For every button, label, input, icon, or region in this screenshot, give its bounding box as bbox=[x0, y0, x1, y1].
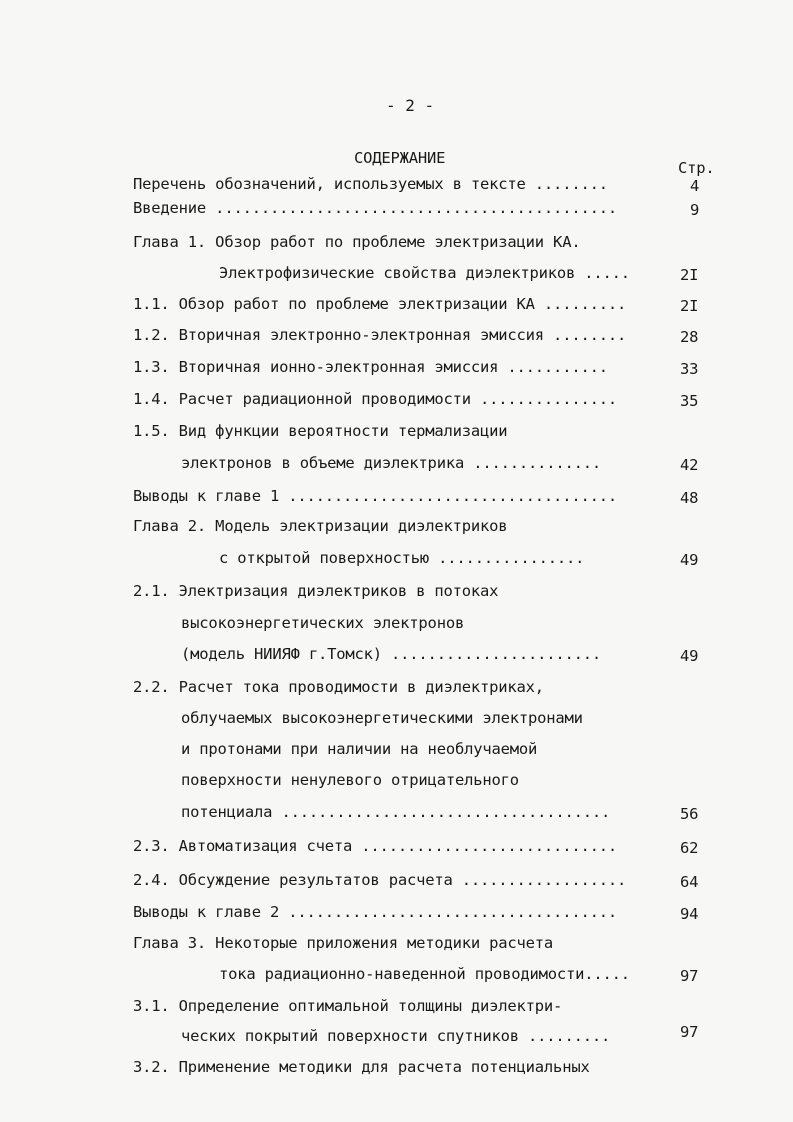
toc-entry-page: 94 bbox=[680, 905, 699, 923]
toc-entry-text: Выводы к главе 1 .................................... bbox=[133, 487, 617, 505]
toc-entry-text: электронов в объеме диэлектрика .............. bbox=[181, 454, 602, 472]
toc-entry-text: Электрофизические свойства диэлектриков ..... bbox=[219, 264, 630, 282]
toc-entry-text: с открытой поверхностью ................ bbox=[219, 549, 585, 567]
toc-entry-text: 1.5. Вид функции вероятности термализации bbox=[133, 422, 508, 440]
toc-entry-page: 49 bbox=[680, 647, 699, 665]
toc-entry-page: 2I bbox=[680, 297, 699, 315]
toc-entry-text: Глава 2. Модель электризации диэлектриков bbox=[133, 517, 508, 535]
toc-entry-page: 35 bbox=[680, 392, 699, 410]
toc-entry-text: ческих покрытий поверхности спутников ......... bbox=[181, 1027, 611, 1045]
toc-entry-page: 42 bbox=[680, 456, 699, 474]
toc-entry-page: 64 bbox=[680, 873, 699, 891]
toc-title: СОДЕРЖАНИЕ bbox=[354, 149, 446, 167]
toc-entry-text: 1.2. Вторичная электронно-электронная эмиссия ........ bbox=[133, 326, 627, 344]
toc-entry-page: 33 bbox=[680, 360, 699, 378]
toc-entry-page: 4 bbox=[690, 177, 700, 195]
toc-entry-text: 1.3. Вторичная ионно-электронная эмиссия ........... bbox=[133, 358, 608, 376]
toc-entry-text: и протонами при наличии на необлучаемой bbox=[181, 740, 538, 758]
toc-entry-text: Введение ............................................ bbox=[133, 199, 617, 217]
toc-entry-page: 48 bbox=[680, 489, 699, 507]
toc-entry-text: 2.4. Обсуждение результатов расчета .................. bbox=[133, 871, 627, 889]
toc-entry-text: облучаемых высокоэнергетическими электронами bbox=[181, 709, 583, 727]
toc-entry-text: 3.1. Определение оптимальной толщины диэлектри- bbox=[133, 997, 563, 1015]
toc-entry-text: (модель НИИЯФ г.Томск) ....................... bbox=[181, 645, 602, 663]
page-column-header: Стр. bbox=[678, 159, 715, 177]
toc-entry-text: 2.2. Расчет тока проводимости в диэлектриках, bbox=[133, 678, 544, 696]
toc-entry-text: 1.1. Обзор работ по проблеме электризации КА ......... bbox=[133, 295, 627, 313]
toc-entry-text: высокоэнергетических электронов bbox=[181, 614, 465, 632]
toc-entry-text: поверхности ненулевого отрицательного bbox=[181, 771, 519, 789]
toc-entry-text: тока радиационно-наведенной проводимости..... bbox=[219, 965, 630, 983]
toc-entry-page: 62 bbox=[680, 839, 699, 857]
toc-entry-page: 28 bbox=[680, 328, 699, 346]
toc-entry-text: Перечень обозначений, используемых в тексте ........ bbox=[133, 175, 608, 193]
toc-entry-page: 9 bbox=[690, 201, 700, 219]
toc-entry-text: 2.1. Электризация диэлектриков в потоках bbox=[133, 582, 499, 600]
toc-entry-page: 97 bbox=[680, 967, 699, 985]
toc-entry-text: Глава 1. Обзор работ по проблеме электризации КА. bbox=[133, 233, 581, 251]
toc-entry-page: 97 bbox=[680, 1023, 699, 1041]
toc-entry-page: 2I bbox=[680, 266, 699, 284]
page-number: - 2 - bbox=[386, 96, 435, 115]
toc-entry-page: 56 bbox=[680, 805, 699, 823]
toc-entry-text: 1.4. Расчет радиационной проводимости ............... bbox=[133, 390, 617, 408]
toc-entry-page: 49 bbox=[680, 551, 699, 569]
toc-entry-text: Глава 3. Некоторые приложения методики расчета bbox=[133, 934, 554, 952]
toc-entry-text: Выводы к главе 2 .................................... bbox=[133, 903, 617, 921]
toc-entry-text: 3.2. Применение методики для расчета потенциальных bbox=[133, 1058, 590, 1076]
toc-entry-text: потенциала .................................... bbox=[181, 803, 611, 821]
toc-entry-text: 2.3. Автоматизация счета ............................ bbox=[133, 837, 617, 855]
